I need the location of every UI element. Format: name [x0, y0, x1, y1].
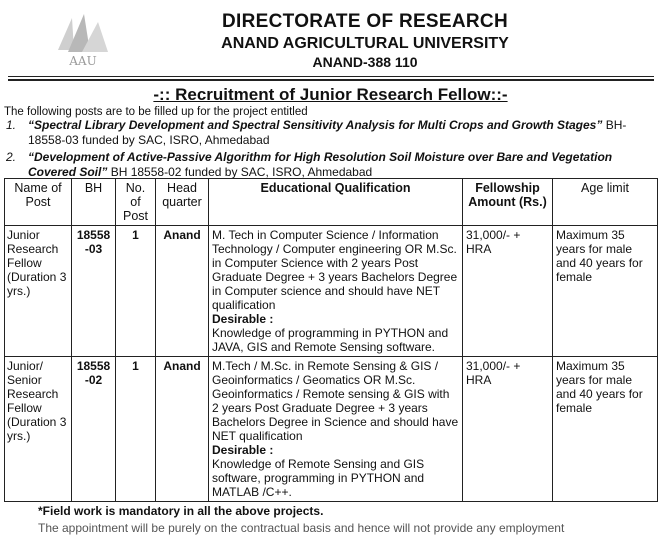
- project-item: [6, 118, 654, 148]
- col-header-no: No. of Post: [116, 179, 156, 226]
- svg-text:AAU: AAU: [69, 54, 97, 68]
- directorate-heading: DIRECTORATE OF RESEARCH: [222, 11, 508, 32]
- page-title: -:: Recruitment of Junior Research Fellow::-: [153, 85, 508, 104]
- cell-hq: Anand: [156, 226, 209, 357]
- col-header-age: Age limit: [553, 179, 658, 226]
- address-heading: ANAND-388 110: [312, 54, 418, 70]
- col-header-hq: Head quarter: [156, 179, 209, 226]
- col-header-post: Name of Post: [5, 179, 72, 226]
- university-logo: [52, 10, 114, 70]
- cell-post: Junior Research Fellow (Duration 3 yrs.): [5, 226, 72, 357]
- project-funding: BH 18558-02 funded by SAC, ISRO, Ahmedabad: [107, 165, 373, 179]
- col-header-bh: BH: [72, 179, 116, 226]
- desirable-label: Desirable :: [212, 443, 274, 457]
- qualification-text: M. Tech in Computer Science / Information Technology / Computer engineering OR M.Sc. in Computer Science with 2 years Post Graduate Degree + 3 years Bachelors Degree in Computer science and should have NET qualification: [212, 228, 458, 312]
- cell-age: Maximum 35 years for male and 40 years for female: [553, 357, 658, 502]
- cell-qualification: [209, 226, 463, 357]
- table-header-row: [5, 179, 658, 226]
- field-work-note: *Field work is mandatory in all the above projects.: [38, 504, 324, 518]
- col-header-amount: Fellowship Amount (Rs.): [463, 179, 553, 226]
- table-row: [5, 226, 658, 357]
- desirable-label: Desirable :: [212, 312, 274, 326]
- table-row: [5, 357, 658, 502]
- intro-text: The following posts are to be filled up for the project entitled: [4, 106, 308, 118]
- cell-bh: 18558 -02: [72, 357, 116, 502]
- project-funding: BH-18558-03 funded by SAC, ISRO, Ahmedabad: [28, 118, 627, 147]
- header-rule-thick: [8, 79, 654, 81]
- project-title: “Spectral Library Development and Spectral Sensitivity Analysis for Multi Crops and Growth Stages”: [28, 118, 603, 132]
- desirable-text: Knowledge of Remote Sensing and GIS software, programming in PYTHON and MATLAB /C++.: [212, 457, 425, 499]
- truncated-line: The appointment will be purely on the contractual basis and hence will not provide any employment: [38, 521, 565, 535]
- cell-qualification: [209, 357, 463, 502]
- cell-amount: 31,000/- + HRA: [463, 226, 553, 357]
- cell-no: 1: [116, 357, 156, 502]
- university-heading: ANAND AGRICULTURAL UNIVERSITY: [221, 35, 509, 52]
- header-rule-thin: [8, 76, 654, 77]
- qualification-text: M.Tech / M.Sc. in Remote Sensing & GIS / Geoinformatics / Geomatics OR M.Sc. Geoinformatics / Remote sensing & GIS with 2 years Post Graduate Degree + 3 years Bachelors Degree in Science and should have NET qualification: [212, 359, 459, 443]
- cell-bh: 18558 -03: [72, 226, 116, 357]
- project-title: “Development of Active-Passive Algorithm for High Resolution Soil Moisture over Bare and Vegetation Covered Soil”: [28, 150, 613, 179]
- cell-post: Junior/ Senior Research Fellow (Duration 3 yrs.): [5, 357, 72, 502]
- project-number: 2.: [6, 150, 17, 164]
- recruitment-table: [4, 178, 658, 502]
- col-header-qualification: Educational Qualification: [209, 179, 463, 226]
- cell-amount: 31,000/- + HRA: [463, 357, 553, 502]
- desirable-text: Knowledge of programming in PYTHON and JAVA, GIS and Remote Sensing software.: [212, 326, 449, 354]
- cell-age: Maximum 35 years for male and 40 years for female: [553, 226, 658, 357]
- project-item: [6, 150, 654, 180]
- cell-no: 1: [116, 226, 156, 357]
- cell-hq: Anand: [156, 357, 209, 502]
- project-number: 1.: [6, 118, 17, 132]
